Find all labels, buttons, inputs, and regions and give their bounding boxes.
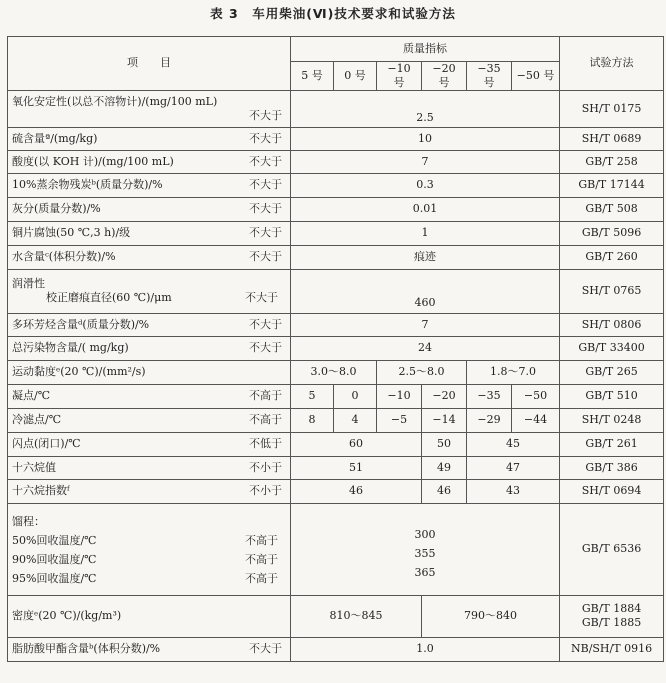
value-cell: 60 xyxy=(291,432,422,456)
method-cell: SH/T 0765 xyxy=(560,269,664,313)
table-row xyxy=(8,408,664,432)
item-cell xyxy=(8,173,291,197)
method-cell: GB/T 265 xyxy=(560,360,664,384)
item-label: 氧化安定性(以总不溶物计)/(mg/100 mL) xyxy=(12,94,218,108)
table-row xyxy=(8,384,664,408)
item-label: 冷滤点/℃ xyxy=(12,413,62,427)
spec-table xyxy=(7,36,664,662)
table-row xyxy=(8,432,664,456)
value-cell: 47 xyxy=(467,456,560,479)
header-row-1 xyxy=(8,37,664,62)
value-cell: 51 xyxy=(291,456,422,479)
value-cell: 810～845 xyxy=(291,595,422,637)
value-cell: 46 xyxy=(291,479,422,503)
limit-label: 不大于 xyxy=(249,341,282,355)
grade-header: −50 号 xyxy=(512,62,560,91)
limit-label: 不大于 xyxy=(249,317,282,331)
item-label: 多环芳烃含量ᵈ(质量分数)/% xyxy=(12,317,150,331)
value-cell: 45 xyxy=(467,432,560,456)
item-cell xyxy=(8,245,291,269)
table-row xyxy=(8,173,664,197)
limit-label: 不低于 xyxy=(249,437,282,451)
table-row xyxy=(8,245,664,269)
value-cell: 痕迹 xyxy=(291,245,560,269)
value-cell: −50 xyxy=(512,384,560,408)
limit-label: 不大于 xyxy=(249,131,282,145)
item-cell xyxy=(8,336,291,360)
item-cell xyxy=(8,150,291,173)
item-cell xyxy=(8,197,291,221)
item-label: 10%蒸余物残炭ᵇ(质量分数)/% xyxy=(12,178,163,192)
value-cell: 1 xyxy=(291,221,560,245)
limit-label: 不高于 xyxy=(245,572,278,585)
value-cell: 0 xyxy=(334,384,377,408)
method-cell: GB/T 508 xyxy=(560,197,664,221)
item-cell: 密度ᵉ(20 ℃)/(kg/m³) xyxy=(8,595,291,637)
grade-header: −10 号 xyxy=(377,62,422,91)
limit-label: 不小于 xyxy=(249,460,282,474)
item-label: 凝点/℃ xyxy=(12,389,51,403)
value-cell: 4 xyxy=(334,408,377,432)
distillation-line xyxy=(12,550,286,569)
method-cell: SH/T 0694 xyxy=(560,479,664,503)
item-cell xyxy=(8,408,291,432)
item-cell xyxy=(8,127,291,150)
item-sublabel: 校正磨痕直径(60 ℃)/μm xyxy=(46,291,172,304)
method-cell: GB/T 6536 xyxy=(560,503,664,595)
method-cell: GB/T 386 xyxy=(560,456,664,479)
value-line: 355 xyxy=(414,546,436,560)
limit-label: 不大于 xyxy=(249,154,282,168)
value-cell: 2.5～8.0 xyxy=(377,360,467,384)
item-label: 闪点(闭口)/℃ xyxy=(12,437,81,451)
method-cell: GB/T 258 xyxy=(560,150,664,173)
table-row xyxy=(8,479,664,503)
value-cell: 790～840 xyxy=(422,595,560,637)
table-row xyxy=(8,503,664,595)
grade-header: 0 号 xyxy=(334,62,377,91)
method-cell: GB/T 261 xyxy=(560,432,664,456)
method-cell: NB/SH/T 0916 xyxy=(560,637,664,661)
limit-label: 不高于 xyxy=(245,553,278,566)
value-cell: 1.0 xyxy=(291,637,560,661)
value-cell: −35 xyxy=(467,384,512,408)
distillation-line xyxy=(12,531,286,550)
grade-header: −20 号 xyxy=(422,62,467,91)
table-row xyxy=(8,197,664,221)
method-cell: GB/T 33400 xyxy=(560,336,664,360)
value-cell: 8 xyxy=(291,408,334,432)
table-row xyxy=(8,360,664,384)
limit-label: 不高于 xyxy=(249,389,282,403)
header-method: 试验方法 xyxy=(560,37,664,91)
value-cell: 10 xyxy=(291,127,560,150)
value-cell: −44 xyxy=(512,408,560,432)
method-cell: SH/T 0689 xyxy=(560,127,664,150)
value-cell: 0.3 xyxy=(291,173,560,197)
table-title: 表 3 车用柴油(Ⅵ)技术要求和试验方法 xyxy=(210,6,456,21)
limit-label: 不高于 xyxy=(245,534,278,547)
limit-label: 不大于 xyxy=(249,108,282,122)
value-cell: 43 xyxy=(467,479,560,503)
item-cell xyxy=(8,269,291,313)
limit-label: 不大于 xyxy=(249,250,282,264)
method-cell xyxy=(560,595,664,637)
grade-header: 5 号 xyxy=(291,62,334,91)
limit-label: 不大于 xyxy=(249,226,282,240)
table-row xyxy=(8,637,664,661)
item-cell xyxy=(8,313,291,336)
table-row xyxy=(8,150,664,173)
value-cell: 24 xyxy=(291,336,560,360)
item-cell: 运动黏度ᵉ(20 ℃)/(mm²/s) xyxy=(8,360,291,384)
table-row xyxy=(8,269,664,313)
table-row xyxy=(8,90,664,127)
item-sublabel-row xyxy=(12,291,286,305)
item-label: 铜片腐蚀(50 ℃,3 h)/级 xyxy=(12,226,131,240)
item-label: 馏程： xyxy=(12,515,45,528)
item-label: 润滑性 xyxy=(12,277,45,291)
item-label: 脂肪酸甲酯含量ᵇ(体积分数)/% xyxy=(12,642,161,656)
table-row xyxy=(8,313,664,336)
item-label: 灰分(质量分数)/% xyxy=(12,202,101,216)
table-row xyxy=(8,456,664,479)
value-cell: 3.0～8.0 xyxy=(291,360,377,384)
item-cell xyxy=(8,221,291,245)
limit-label: 不大于 xyxy=(245,291,278,304)
method-cell: SH/T 0806 xyxy=(560,313,664,336)
item-cell xyxy=(8,456,291,479)
value-cell: 50 xyxy=(422,432,467,456)
value-cell: −20 xyxy=(422,384,467,408)
item-label: 十六烷指数ᶠ xyxy=(12,484,70,498)
line-label: 90%回收温度/℃ xyxy=(12,553,97,566)
item-cell xyxy=(8,384,291,408)
line-label: 50%回收温度/℃ xyxy=(12,534,97,547)
header-item: 项 目 xyxy=(8,37,291,91)
item-cell xyxy=(8,479,291,503)
table-row xyxy=(8,336,664,360)
value-cell: 0.01 xyxy=(291,197,560,221)
item-cell xyxy=(8,503,291,595)
method-cell: SH/T 0175 xyxy=(560,90,664,127)
value-cell: 5 xyxy=(291,384,334,408)
item-label: 硫含量ª/(mg/kg) xyxy=(12,131,98,145)
limit-label: 不高于 xyxy=(249,413,282,427)
item-cell xyxy=(8,637,291,661)
value-cell: 460 xyxy=(291,269,560,313)
value-cell: −5 xyxy=(377,408,422,432)
value-line: 300 xyxy=(414,527,436,541)
value-cell: 7 xyxy=(291,150,560,173)
value-cell: 1.8～7.0 xyxy=(467,360,560,384)
item-cell xyxy=(8,432,291,456)
grade-header: −35 号 xyxy=(467,62,512,91)
limit-label: 不大于 xyxy=(249,202,282,216)
table-row xyxy=(8,595,664,637)
item-label: 十六烷值 xyxy=(12,460,56,474)
table-row xyxy=(8,127,664,150)
method-cell: GB/T 5096 xyxy=(560,221,664,245)
limit-label: 不小于 xyxy=(249,484,282,498)
value-cell: 49 xyxy=(422,456,467,479)
value-line: 365 xyxy=(414,565,436,579)
line-label: 95%回收温度/℃ xyxy=(12,572,97,585)
distillation-line xyxy=(12,569,286,588)
limit-label: 不大于 xyxy=(249,178,282,192)
method-cell: GB/T 260 xyxy=(560,245,664,269)
header-quality: 质量指标 xyxy=(291,37,560,62)
table-row xyxy=(8,221,664,245)
value-cell: −29 xyxy=(467,408,512,432)
value-cell: 7 xyxy=(291,313,560,336)
value-cell: −14 xyxy=(422,408,467,432)
method-cell: GB/T 510 xyxy=(560,384,664,408)
method-line: GB/T 1885 xyxy=(581,616,642,629)
value-cell xyxy=(291,503,560,595)
method-line: GB/T 1884 xyxy=(581,602,642,616)
value-cell: 46 xyxy=(422,479,467,503)
limit-label: 不大于 xyxy=(249,642,282,656)
item-cell xyxy=(8,90,291,127)
value-cell: −10 xyxy=(377,384,422,408)
item-label: 酸度(以 KOH 计)/(mg/100 mL) xyxy=(12,154,174,168)
item-label: 水含量ᶜ(体积分数)/% xyxy=(12,250,116,264)
item-label: 总污染物含量/( mg/kg) xyxy=(12,341,129,355)
method-cell: SH/T 0248 xyxy=(560,408,664,432)
value-cell: 2.5 xyxy=(291,90,560,127)
method-cell: GB/T 17144 xyxy=(560,173,664,197)
